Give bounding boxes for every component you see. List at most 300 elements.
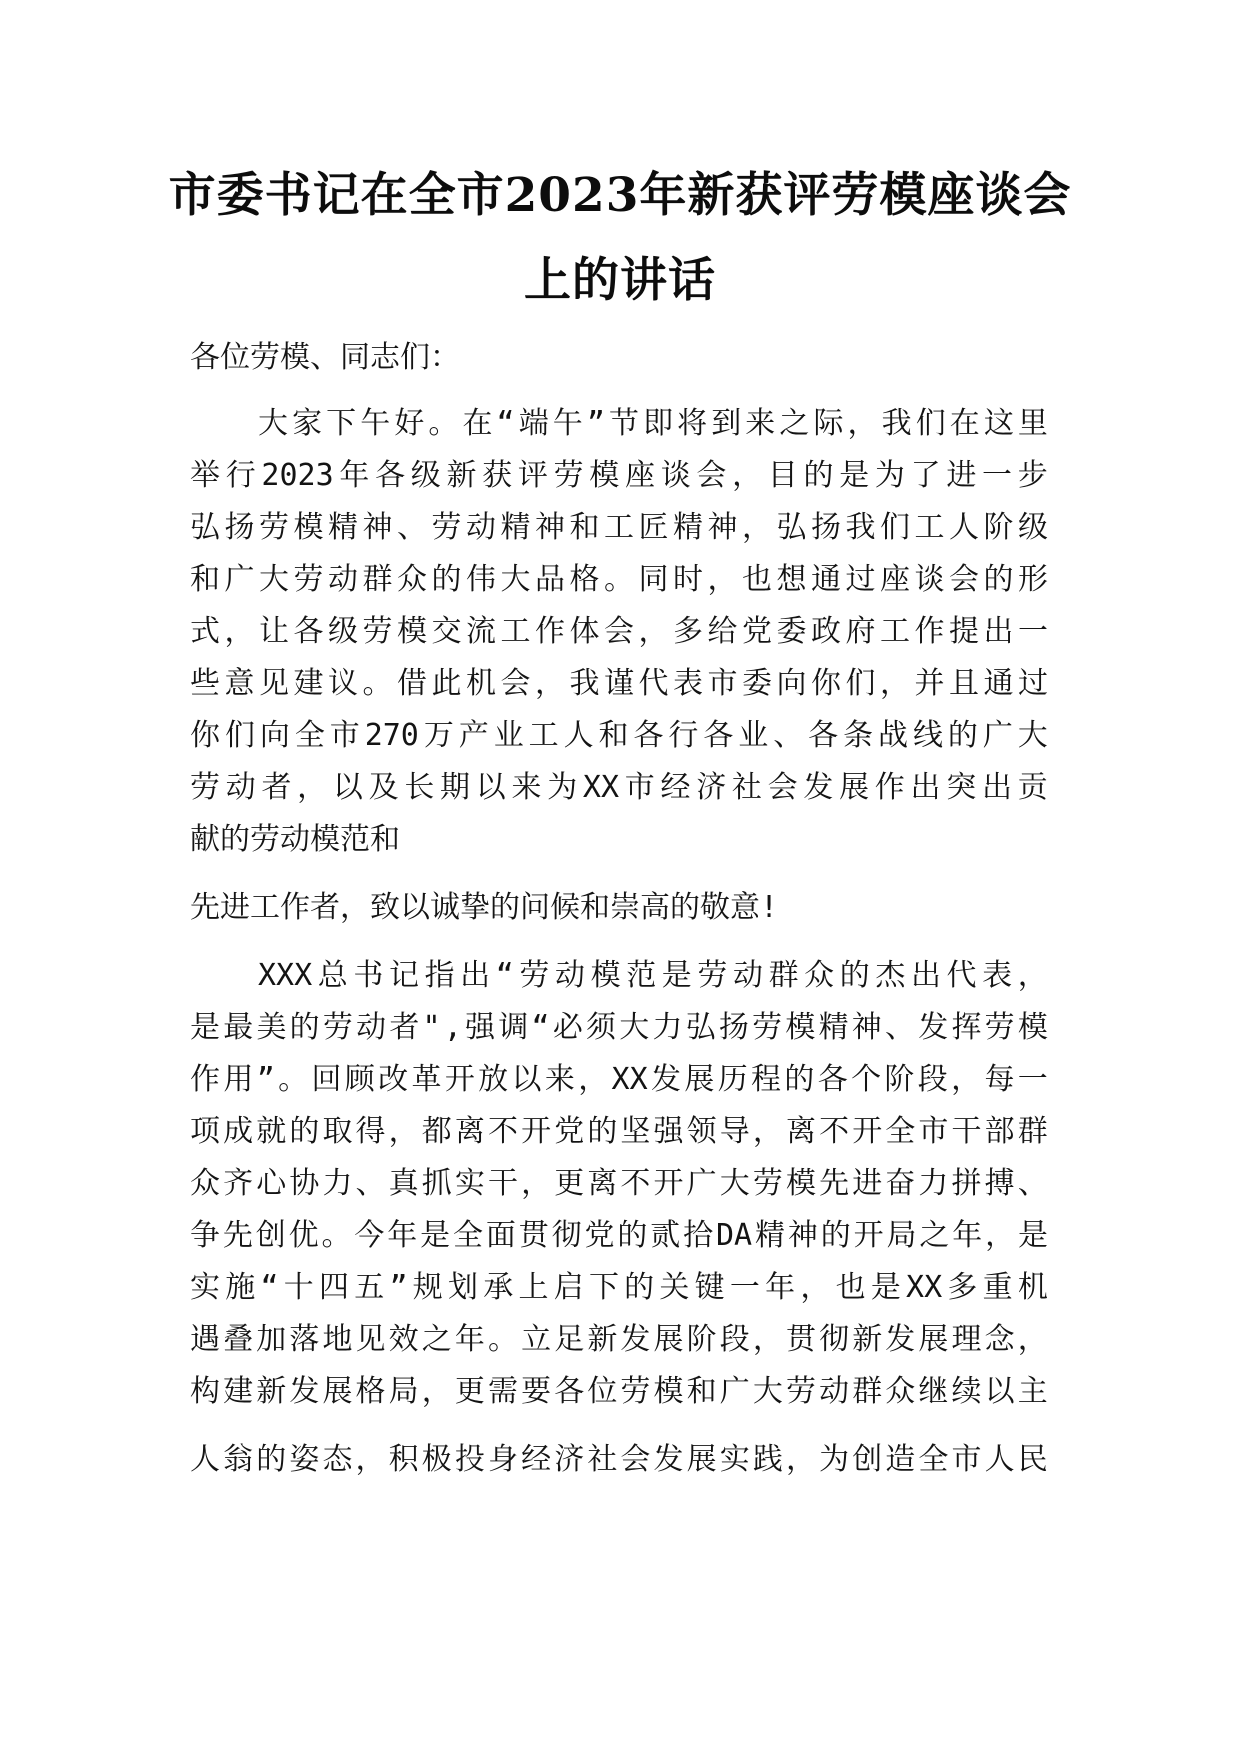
text-glyph: 立 (521, 1322, 552, 1357)
paragraph-2: 先进工作者，致以诚挚的问候和崇高的敬意! (190, 890, 779, 925)
text-glyph: ， (355, 1442, 386, 1477)
text-glyph: 程 (751, 1062, 782, 1097)
text-glyph: 各 (817, 1062, 848, 1097)
text-glyph: 动 (225, 770, 256, 805)
text-glyph: 强 (653, 1114, 684, 1149)
text-glyph: 劳 (259, 510, 289, 545)
text-glyph: 评 (517, 458, 548, 493)
text-glyph: 际 (813, 406, 844, 441)
text-glyph: ， (535, 666, 565, 701)
text-glyph: 翁 (223, 1442, 254, 1477)
text-glyph: ” (586, 406, 605, 441)
text-glyph: 来 (511, 770, 542, 805)
text-glyph: 全 (294, 718, 325, 753)
text-glyph: 以 (511, 1062, 542, 1097)
text-glyph: 开 (444, 1062, 475, 1097)
text-glyph: 遇 (190, 1322, 220, 1357)
text-glyph: 新 (587, 1322, 618, 1357)
text-glyph: 大 (500, 562, 531, 597)
text-glyph: 劳 (190, 770, 220, 805)
text-glyph: 这 (983, 406, 1014, 441)
text-glyph: 搏 (984, 1166, 1015, 1201)
text-glyph: 积 (388, 1442, 419, 1477)
text-glyph: 扬 (811, 510, 841, 545)
text-glyph: 创 (255, 1218, 286, 1253)
paragraph-1-line-6 (190, 666, 1048, 702)
text-glyph: 群 (362, 562, 393, 597)
text-glyph: 进 (946, 458, 977, 493)
text-glyph: 是 (870, 1270, 901, 1305)
text-glyph: 时 (673, 562, 703, 597)
paragraph-3-line-8 (190, 1322, 1048, 1358)
text-glyph: ， (880, 666, 910, 701)
text-glyph: 出 (983, 614, 1014, 649)
text-glyph: 代 (638, 666, 669, 701)
text-glyph: 品 (535, 562, 565, 597)
text-glyph: 真 (388, 1166, 419, 1201)
text-glyph: 四 (319, 1270, 349, 1305)
text-glyph: 一 (1018, 614, 1048, 649)
text-glyph: DA (716, 1218, 753, 1253)
text-glyph: 总 (317, 958, 348, 993)
text-glyph: 改 (378, 1062, 409, 1097)
text-glyph: 获 (482, 458, 513, 493)
text-glyph: 市 (918, 1114, 949, 1149)
text-glyph: 广 (224, 562, 255, 597)
text-glyph: 线 (912, 718, 943, 753)
text-glyph: 劳 (362, 614, 393, 649)
text-glyph: 及 (368, 770, 399, 805)
text-glyph: 新 (446, 458, 477, 493)
text-glyph: 模 (397, 614, 427, 649)
text-glyph: 力 (652, 1010, 683, 1045)
text-glyph: 成 (223, 1114, 254, 1149)
text-glyph: 的 (289, 1010, 320, 1045)
text-glyph: 党 (584, 1218, 615, 1253)
text-glyph: 社 (731, 770, 762, 805)
text-glyph: 今 (354, 1218, 385, 1253)
text-glyph: 劳 (431, 510, 462, 545)
text-glyph: 更 (554, 1166, 585, 1201)
text-glyph: 发 (289, 1374, 320, 1409)
text-glyph: 先 (819, 1166, 850, 1201)
text-glyph: 济 (696, 770, 727, 805)
text-glyph: 弘 (776, 510, 807, 545)
text-glyph: 主 (1017, 1374, 1048, 1409)
text-glyph: 政 (811, 614, 841, 649)
text-glyph: 念 (984, 1322, 1015, 1357)
text-glyph: 党 (554, 1114, 585, 1149)
text-glyph: 模 (1017, 1010, 1048, 1045)
text-glyph: 出 (910, 958, 941, 993)
text-glyph: 和 (569, 510, 600, 545)
text-glyph: 行 (668, 718, 699, 753)
text-glyph: 神 (707, 510, 738, 545)
text-glyph: ， (421, 1374, 452, 1409)
text-glyph: 进 (852, 1166, 883, 1201)
text-glyph: 是 (839, 458, 870, 493)
salutation: 各位劳模、同志们： (190, 340, 460, 375)
text-glyph: 民 (1017, 1442, 1048, 1477)
text-glyph: 谈 (914, 562, 945, 597)
text-glyph: 神 (535, 510, 565, 545)
text-glyph: 投 (454, 1442, 485, 1477)
paragraph-1-line-8 (190, 770, 1048, 806)
text-glyph: 年 (339, 458, 370, 493)
text-glyph: 我 (881, 406, 912, 441)
text-glyph: 并 (914, 666, 945, 701)
text-glyph: 就 (256, 1114, 287, 1149)
text-glyph: 且 (949, 666, 979, 701)
text-glyph: 力 (322, 1166, 353, 1201)
text-glyph: 最 (223, 1010, 254, 1045)
text-glyph: 劳 (984, 1010, 1015, 1045)
text-glyph: 端 (518, 406, 549, 441)
text-glyph: 大 (258, 406, 288, 441)
text-glyph: 了 (910, 458, 941, 493)
text-glyph: 级 (328, 614, 358, 649)
text-glyph: 来 (745, 406, 776, 441)
text-glyph: ， (707, 562, 738, 597)
text-glyph: 之 (779, 406, 810, 441)
text-glyph: 面 (485, 1218, 516, 1253)
text-glyph: 群 (768, 958, 799, 993)
text-glyph: 级 (1018, 510, 1048, 545)
text-glyph: 个 (851, 1062, 882, 1097)
text-glyph: 长 (404, 770, 435, 805)
text-glyph: 全 (453, 1218, 483, 1253)
text-glyph: 优 (288, 1218, 319, 1253)
text-glyph: 身 (487, 1442, 518, 1477)
text-glyph: 键 (694, 1270, 725, 1305)
text-glyph: 精 (328, 510, 358, 545)
text-glyph: 开 (521, 1114, 552, 1149)
text-glyph: 劳 (752, 1166, 783, 1201)
text-glyph: 部 (984, 1114, 1015, 1149)
text-glyph: 年 (765, 1270, 796, 1305)
text-glyph: 足 (554, 1322, 585, 1357)
text-glyph: 午 (552, 406, 583, 441)
text-glyph: 流 (466, 614, 496, 649)
text-glyph: 的 (617, 1218, 648, 1253)
text-glyph: 者 (389, 1010, 420, 1045)
text-glyph: 和 (190, 562, 220, 597)
text-glyph: 向 (776, 666, 807, 701)
text-glyph: 协 (289, 1166, 320, 1201)
text-glyph: 、 (1017, 1166, 1048, 1201)
text-glyph: 发 (918, 1010, 949, 1045)
paragraph-3-line-4 (190, 1114, 1048, 1150)
text-glyph: 建 (293, 666, 324, 701)
text-glyph: 、 (885, 1010, 915, 1045)
text-glyph: 精 (673, 510, 703, 545)
text-glyph: 模 (589, 458, 620, 493)
text-glyph: 提 (949, 614, 979, 649)
text-glyph: 工 (880, 614, 910, 649)
text-glyph: 见 (355, 1322, 386, 1357)
text-glyph: 施 (225, 1270, 256, 1305)
text-glyph: ， (578, 1062, 609, 1097)
text-glyph: 以 (475, 770, 506, 805)
text-glyph: 。 (278, 1062, 309, 1097)
text-glyph: 工 (604, 510, 634, 545)
text-glyph: 谈 (660, 458, 691, 493)
text-glyph: 彻 (551, 1218, 582, 1253)
text-glyph: 劳 (293, 562, 324, 597)
text-glyph: ， (638, 614, 669, 649)
text-glyph: 众 (885, 1374, 916, 1409)
text-glyph: 你 (190, 718, 220, 753)
text-glyph: 叠 (223, 1322, 254, 1357)
text-glyph: 经 (521, 1442, 552, 1477)
text-glyph: 心 (256, 1166, 287, 1201)
text-glyph: 动 (328, 562, 358, 597)
paragraph-1-line-1 (258, 406, 1048, 442)
text-glyph: 动 (819, 1374, 850, 1409)
text-glyph: 社 (587, 1442, 618, 1477)
text-glyph: 态 (322, 1442, 353, 1477)
text-glyph: 借 (397, 666, 427, 701)
text-glyph: 好 (394, 406, 425, 441)
text-glyph: 离 (785, 1114, 816, 1149)
text-glyph: 创 (852, 1442, 883, 1477)
text-glyph: 神 (851, 1010, 882, 1045)
paragraph-1-line-5 (190, 614, 1048, 650)
text-glyph: 步 (1017, 458, 1048, 493)
text-glyph: 划 (448, 1270, 478, 1305)
text-glyph: 市 (329, 718, 360, 753)
text-glyph: 想 (776, 562, 807, 597)
text-glyph: 多 (673, 614, 703, 649)
text-glyph: 众 (190, 1166, 220, 1201)
text-glyph: 过 (845, 562, 876, 597)
text-glyph: 地 (322, 1322, 353, 1357)
text-glyph: 向 (259, 718, 290, 753)
text-glyph: 会 (696, 458, 727, 493)
text-glyph: 伟 (466, 562, 496, 597)
text-glyph: 年 (387, 1218, 418, 1253)
text-glyph: 为 (874, 458, 905, 493)
text-glyph: 节 (608, 406, 639, 441)
text-glyph: ， (800, 1270, 831, 1305)
text-glyph: 坚 (620, 1114, 651, 1149)
text-glyph: 展 (653, 1322, 684, 1357)
text-glyph: 展 (684, 1062, 715, 1097)
text-glyph: 拼 (951, 1166, 982, 1201)
text-glyph: 发 (885, 1322, 916, 1357)
text-glyph: ， (742, 510, 772, 545)
text-glyph: “ (260, 1270, 279, 1305)
text-glyph: 里 (1017, 406, 1048, 441)
text-glyph: 通 (983, 666, 1014, 701)
text-glyph: 午 (360, 406, 391, 441)
text-glyph: 作 (535, 614, 565, 649)
text-glyph: 范 (626, 958, 657, 993)
text-glyph: 委 (776, 614, 807, 649)
text-glyph: 局 (388, 1374, 419, 1409)
text-glyph: ， (388, 1114, 419, 1149)
text-glyph: 会 (949, 562, 979, 597)
text-glyph: 极 (421, 1442, 452, 1477)
text-glyph: 们 (880, 510, 910, 545)
text-glyph: , (443, 1010, 462, 1045)
text-glyph: 见 (259, 666, 289, 701)
text-glyph: “ (531, 1010, 550, 1045)
text-glyph: 的 (947, 718, 978, 753)
text-glyph: 各 (293, 614, 324, 649)
text-glyph: 各 (703, 718, 734, 753)
text-glyph: 重 (982, 1270, 1013, 1305)
text-glyph: 动 (356, 1010, 387, 1045)
text-glyph: XX (611, 1062, 648, 1097)
text-glyph: 为 (819, 1442, 850, 1477)
text-glyph: 关 (659, 1270, 690, 1305)
text-glyph: 表 (673, 666, 703, 701)
text-glyph: 劳 (519, 958, 550, 993)
text-glyph: 同 (638, 562, 669, 597)
paragraph-3-line-3 (190, 1062, 1048, 1098)
text-glyph: 干 (951, 1114, 982, 1149)
text-glyph: 的 (803, 458, 834, 493)
text-glyph: “ (496, 406, 515, 441)
paragraph-3-line-7 (190, 1270, 1048, 1306)
text-glyph: 作 (190, 1062, 220, 1097)
text-glyph: 。 (362, 666, 393, 701)
text-glyph: 构 (190, 1374, 220, 1409)
text-glyph: 一 (729, 1270, 760, 1305)
text-glyph: 发 (653, 1442, 684, 1477)
text-glyph: 各 (375, 458, 406, 493)
text-glyph: 在 (949, 406, 980, 441)
text-glyph: 阶 (884, 1062, 915, 1097)
text-glyph: 奋 (885, 1166, 916, 1201)
text-glyph: 出 (981, 770, 1012, 805)
text-glyph: 精 (500, 510, 531, 545)
text-glyph: 干 (487, 1166, 518, 1201)
text-glyph: 大 (619, 1010, 650, 1045)
text-glyph: 十 (283, 1270, 314, 1305)
text-glyph: 模 (785, 1010, 816, 1045)
text-glyph: 续 (951, 1374, 982, 1409)
text-glyph: 段 (917, 1062, 948, 1097)
text-glyph: 为 (547, 770, 578, 805)
text-glyph: 意 (224, 666, 255, 701)
text-glyph: 会 (500, 666, 531, 701)
text-glyph: 一 (1017, 1062, 1048, 1097)
text-glyph: 开 (852, 1114, 883, 1149)
text-glyph: 议 (328, 666, 358, 701)
text-glyph: 不 (487, 1114, 518, 1149)
text-glyph: 阶 (686, 1322, 717, 1357)
text-glyph: 启 (553, 1270, 584, 1305)
text-glyph: 强 (465, 1010, 496, 1045)
text-glyph: 的 (431, 562, 462, 597)
text-glyph: 领 (686, 1114, 717, 1149)
text-glyph: 、 (397, 510, 427, 545)
text-glyph: 经 (660, 770, 691, 805)
text-glyph: 上 (518, 1270, 549, 1305)
text-glyph: 家 (292, 406, 323, 441)
text-glyph: 都 (421, 1114, 452, 1149)
text-glyph: 是 (420, 1218, 451, 1253)
text-glyph: 代 (946, 958, 977, 993)
text-glyph: 精 (755, 1218, 785, 1253)
text-glyph: 我 (845, 510, 876, 545)
text-glyph: 将 (677, 406, 708, 441)
text-glyph: 、 (355, 1166, 386, 1201)
text-glyph: ， (297, 770, 328, 805)
text-glyph: 大 (719, 1166, 750, 1201)
text-glyph: 发 (803, 770, 834, 805)
text-glyph: 发 (620, 1322, 651, 1357)
text-glyph: 离 (587, 1166, 618, 1201)
text-glyph: 的 (820, 1218, 851, 1253)
text-glyph: 离 (454, 1114, 485, 1149)
text-glyph: 们 (224, 718, 255, 753)
text-glyph: 模 (653, 1374, 684, 1409)
document-title-line-2: 上的讲话 (524, 253, 716, 308)
text-glyph: 体 (569, 614, 600, 649)
text-glyph: 府 (845, 614, 876, 649)
text-glyph: 人 (984, 1442, 1015, 1477)
text-glyph: ， (732, 458, 763, 493)
text-glyph: 阶 (983, 510, 1014, 545)
text-glyph: 扬 (224, 510, 255, 545)
text-glyph: 、 (773, 718, 804, 753)
text-glyph: 业 (738, 718, 769, 753)
text-glyph: 市 (707, 666, 738, 701)
text-glyph: 先 (222, 1218, 253, 1253)
text-glyph: 众 (804, 958, 835, 993)
paragraph-3-line-5 (190, 1166, 1048, 1202)
text-glyph: 神 (787, 1218, 818, 1253)
text-glyph: 的 (256, 1442, 287, 1477)
text-glyph: 劳 (752, 1010, 783, 1045)
text-glyph: 广 (686, 1166, 717, 1201)
text-glyph: 的 (839, 958, 870, 993)
text-glyph: ， (224, 614, 255, 649)
text-glyph: 各 (808, 718, 839, 753)
text-glyph: ， (521, 1166, 552, 1201)
paragraph-1-line-4 (190, 562, 1048, 598)
text-glyph: 力 (918, 1166, 949, 1201)
text-glyph: 彻 (819, 1322, 850, 1357)
text-glyph: 众 (397, 562, 427, 597)
text-glyph: ” (389, 1270, 408, 1305)
text-glyph: 级 (410, 458, 441, 493)
text-glyph: 模 (785, 1166, 816, 1201)
text-glyph: 动 (555, 958, 585, 993)
text-glyph: 。 (321, 1218, 352, 1253)
text-glyph: 建 (223, 1374, 254, 1409)
text-glyph: 展 (918, 1322, 949, 1357)
text-glyph: 模 (293, 510, 324, 545)
text-glyph: 发 (651, 1062, 681, 1097)
text-glyph: ， (985, 1218, 1016, 1253)
text-glyph: 位 (587, 1374, 618, 1409)
text-glyph: 劳 (785, 1374, 816, 1409)
text-glyph: 之 (919, 1218, 950, 1253)
text-glyph: 贯 (518, 1218, 549, 1253)
paragraph-3-line-2 (190, 1010, 1048, 1046)
text-glyph: 放 (478, 1062, 509, 1097)
text-glyph: 革 (411, 1062, 442, 1097)
text-glyph: 产 (458, 718, 489, 753)
text-glyph: 需 (487, 1374, 518, 1409)
text-glyph: 加 (256, 1322, 287, 1357)
text-glyph: 姿 (289, 1442, 320, 1477)
text-glyph: XX (582, 770, 620, 805)
